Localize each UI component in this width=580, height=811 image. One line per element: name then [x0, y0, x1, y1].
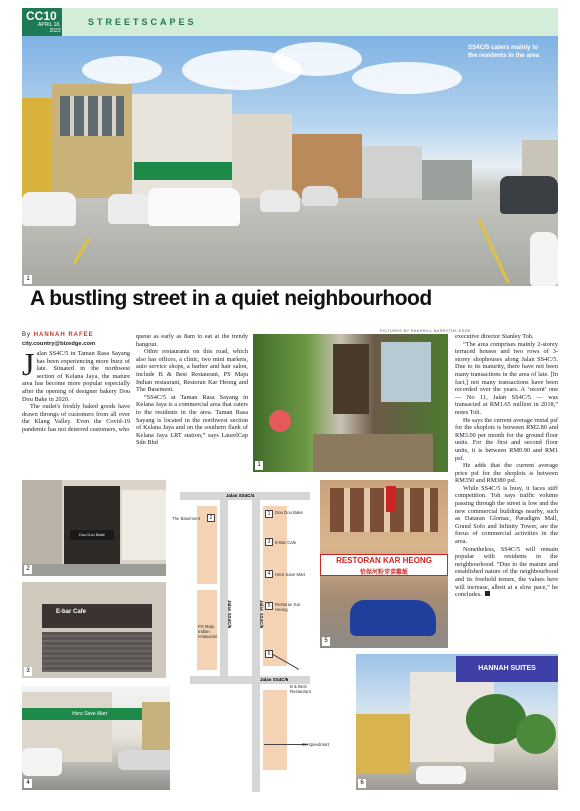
street-map	[170, 480, 329, 800]
road-label: Jalan SS4C/5	[227, 600, 232, 629]
hero-street-photo	[22, 36, 558, 286]
photo-number: 5	[322, 637, 330, 646]
photo-number: 1	[24, 275, 32, 284]
map-place: Hero Save Mart	[275, 572, 306, 577]
map-place: Dou Dou Bake	[275, 510, 303, 515]
photo-credit: PICTURES BY SHAHRILL BASRI/THE EDGE	[380, 329, 471, 333]
page-number: CC10	[26, 9, 57, 23]
page-badge	[22, 8, 62, 36]
map-marker: 1	[265, 510, 273, 518]
map-place: B & Best Restaurant	[290, 684, 312, 694]
end-mark	[485, 591, 490, 596]
photo-number: 6	[358, 779, 366, 788]
hannah-suites-photo	[356, 654, 558, 790]
map-marker: 6	[265, 650, 273, 658]
photo-number: 1	[255, 461, 263, 470]
drop-cap: J	[22, 346, 35, 382]
section-bar	[62, 8, 558, 36]
map-place: PS Maju Indian restaurant	[198, 624, 218, 639]
issue-date: APRIL 18, 2022	[38, 22, 61, 34]
author-email: city.country@bizedge.com	[22, 341, 96, 347]
road-label: Jalan SS4C/4	[226, 493, 255, 498]
shop-sign: E-bar Cafe	[56, 609, 87, 615]
map-place: 99 Speedmart	[302, 742, 329, 747]
headline: A bustling street in a quiet neighbourhood	[30, 287, 432, 310]
shop-sign: Dou Dou Bake	[70, 530, 114, 540]
map-place: E-Bar Cafe	[275, 540, 297, 545]
ebar-cafe-photo	[22, 582, 166, 678]
map-place: The Basement	[172, 516, 200, 521]
hero-caption: SS4C/5 caters mainly to the residents in the area	[468, 44, 540, 59]
article-column-1: Jalan SS4C/5 in Taman Rasa Sayang has been experiencing more buzz of late. Situated in the northwest section of Kelana Jaya, the mature area has become more popular especially after the opening of designer bakery Dou Dou Bake in 2020. The outlet's freshly baked goods have drawn throngs of customers from all over the Klang Valley. Even the Covid-19 pandemic has not deterred customers, who	[22, 346, 130, 433]
map-marker: 3	[265, 538, 273, 546]
article-column-3: executive director Stanley Toh. “The area comprises mainly 2-storey terraced houses and two rows of 3-storey shophouses along Jalan SS4C/5. Due to its maturity, there have not been many transactions in the area of late. [In fact,] not many transactions have been recorded over the years. A ‘recent’ one — No 11, Jalan SS4C/5 — was transacted at RM1.65 million in 2018,” notes Toh. He says the current average rental psf for the shoplots is between RM2.80 and RM3.00 per month for the ground floor units. For the first and second floor units, it is between RM0.90 and RM1 psf. He adds that the current average price psf for the shoplots is between RM350 and RM380 psf. While SS4C/5 is busy, it faces stiff competition. Toh says traffic volume passing through the street is low and the new commercial buildings nearby, such as Dataran Glomac, Paradigm Mall, Grand Sofo and Infinity Tower, are the focus of commercial activities in the area. Nonetheless, SS4C/5 will remain popular with residents in the neighbourhood. “Due to the mature and established nature of the neighbourhood and its freehold tenure, the values here will increase, albeit at a slow pace,” he concludes.	[455, 333, 558, 599]
article-column-2: queue as early as 8am to eat at the trendy hangout. Other restaurants on this road, which also has offices, a clinic, two mini markets, auto service shops, a barber and hair salon, include B & Best Restaurant, PS Maju Indian restaurant, Restoran Kar Heong and The Basement. “SS4C/5 at Taman Rasa Sayang in Kelana Jaya is a commercial area that caters to the residents in the area. Taman Rasa Sayang is located in the northwest section of Kelana Jaya and on the southern flank of Kelana Jaya LRT station,” says LaurelCap Sdn Bhd	[136, 333, 248, 447]
map-marker: 5	[265, 602, 273, 610]
shop-sign: RESTORAN KAR HEONG 恰保河粉芽菜雞飯	[320, 554, 448, 576]
road-label: Jalan SS4C/5	[259, 600, 264, 629]
road-label: Jalan SS4C/6	[260, 677, 289, 682]
section-title: STREETSCAPES	[88, 17, 197, 27]
shop-sign: HANNAH SUITES	[456, 656, 558, 682]
dou-dou-bake-photo	[22, 480, 166, 576]
map-marker: 4	[265, 570, 273, 578]
photo-number: 4	[24, 779, 32, 788]
byline: By HANNAH RAFEE	[22, 332, 94, 338]
garden-cafe-photo	[253, 334, 448, 472]
map-place: Restoran Kar Heong	[275, 602, 301, 612]
photo-number: 3	[24, 667, 32, 676]
restoran-kar-heong-photo	[320, 480, 448, 648]
map-marker: 2	[207, 514, 215, 522]
photo-number: 2	[24, 565, 32, 574]
shop-sign: Hero Save Mart	[22, 708, 142, 720]
